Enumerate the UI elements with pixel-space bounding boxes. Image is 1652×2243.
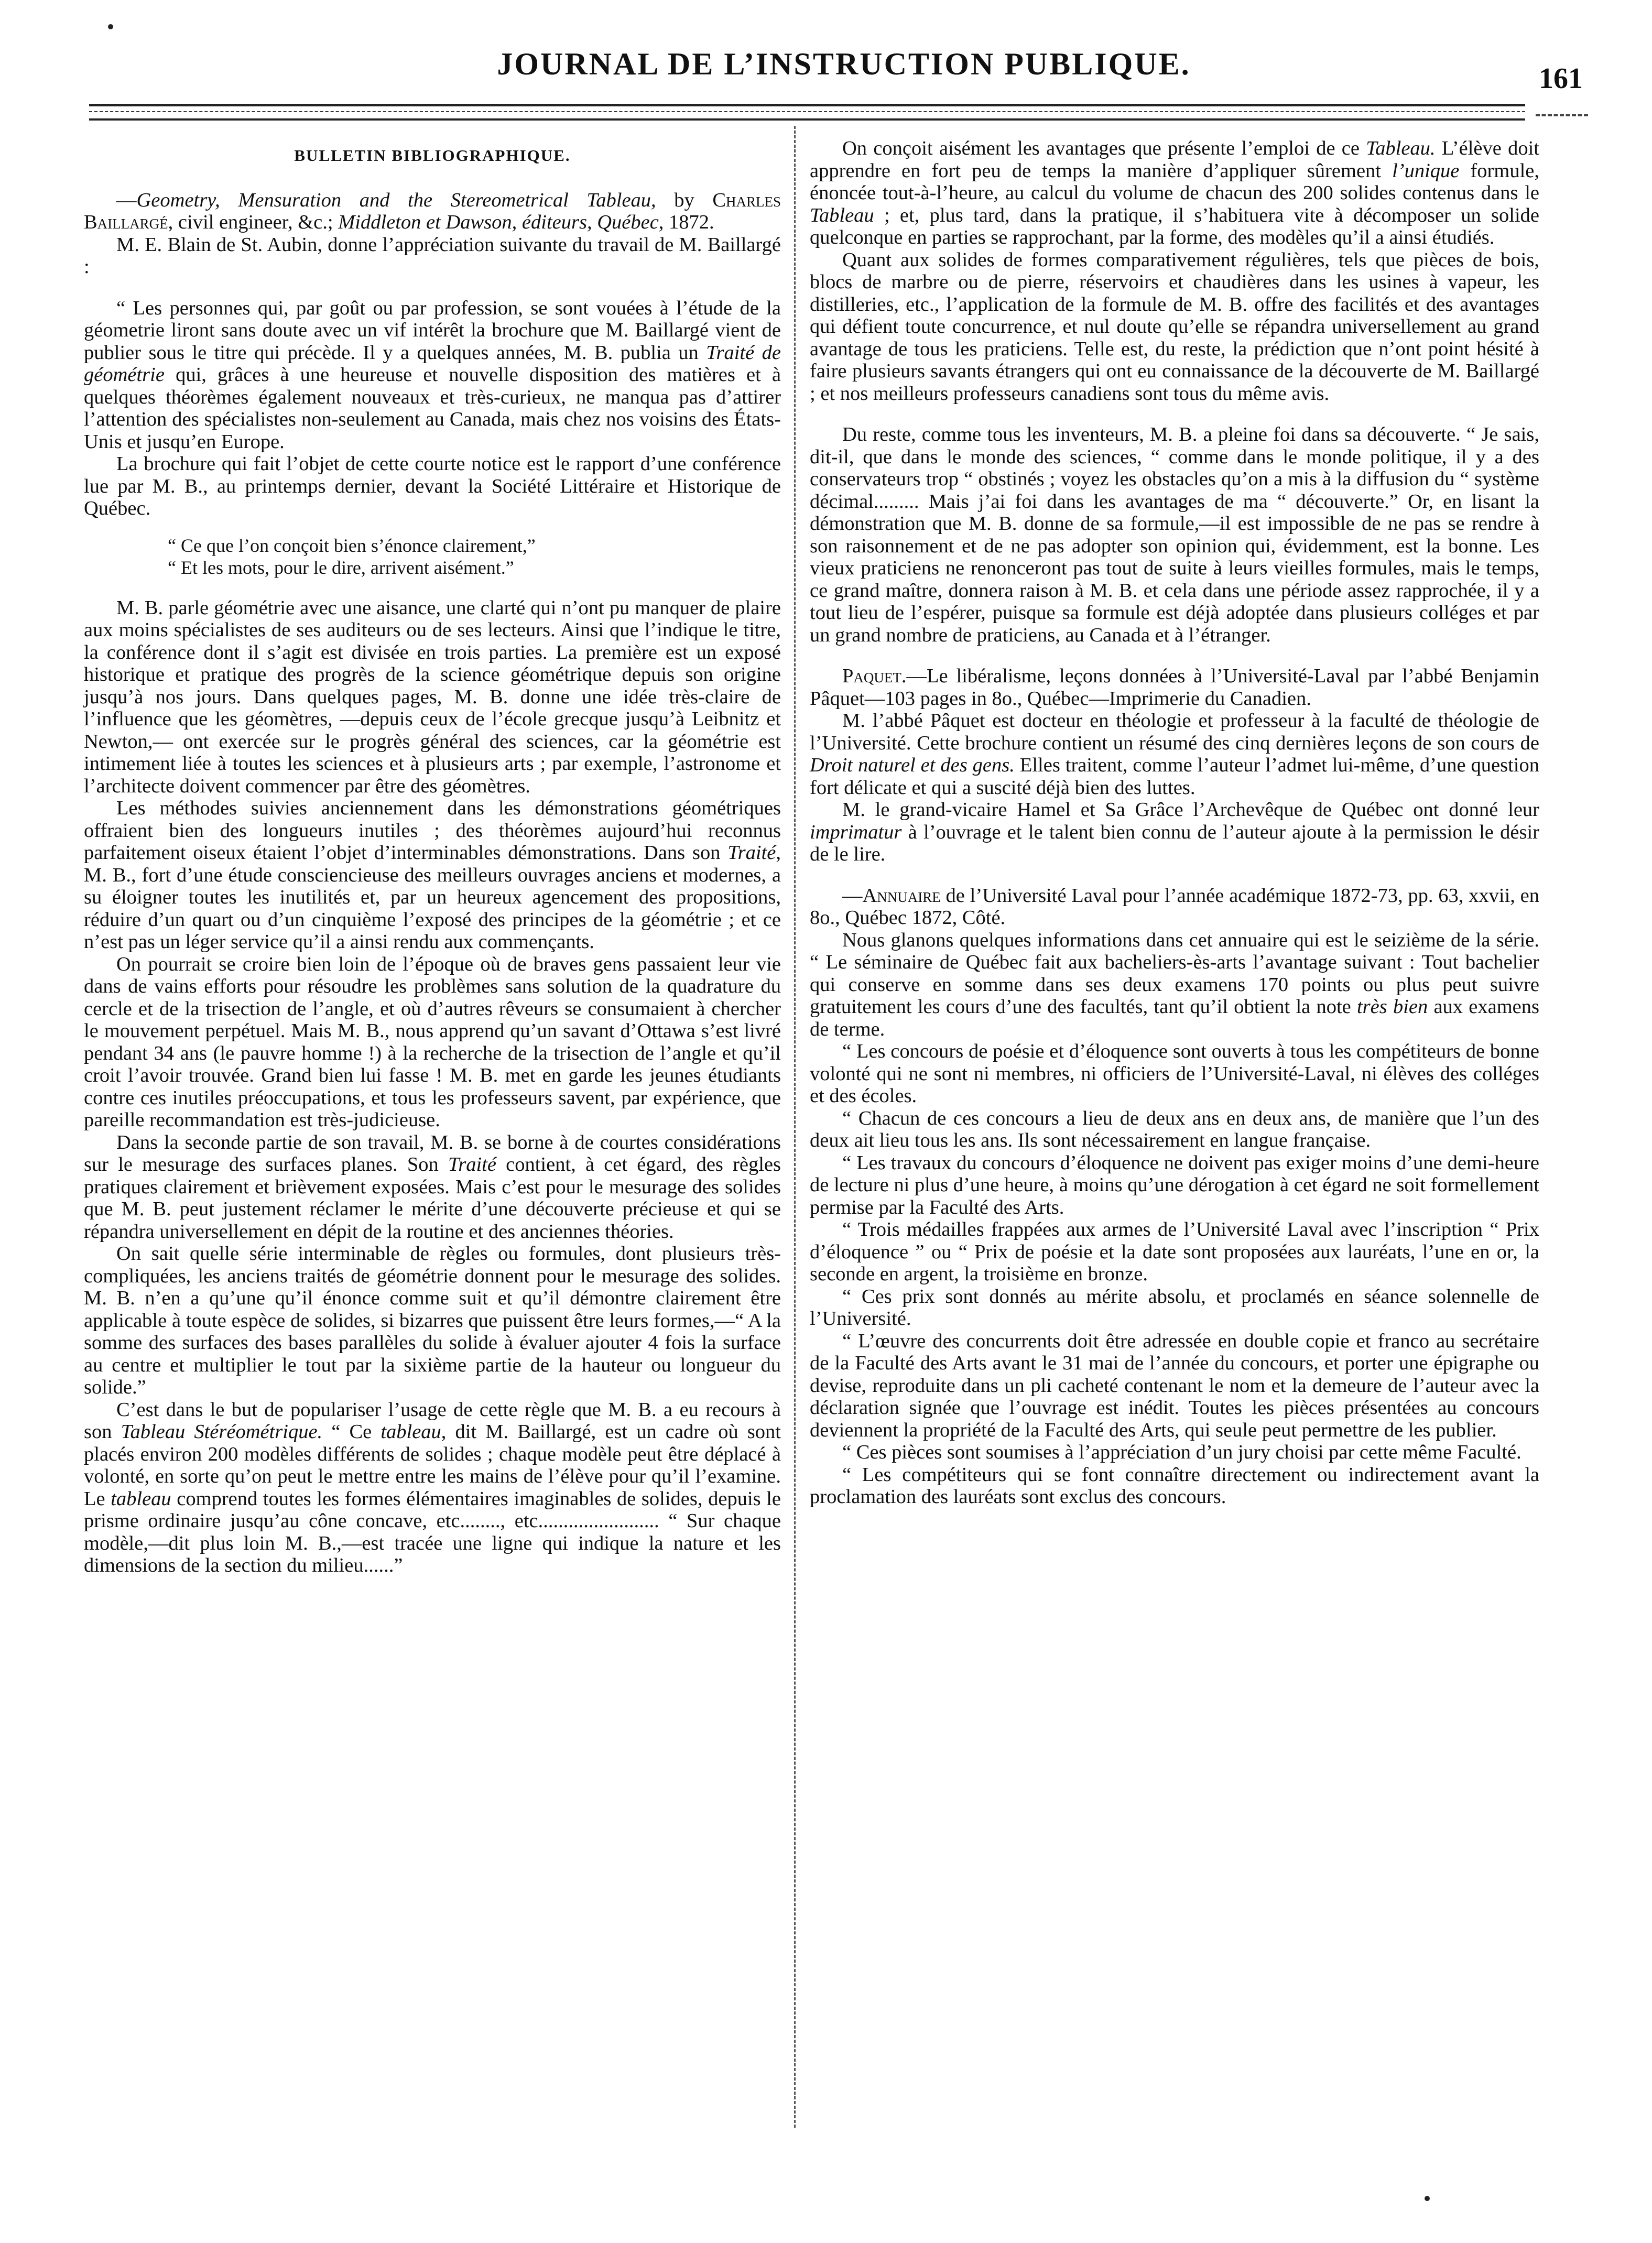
paragraph: “ Les personnes qui, par goût ou par profession, se sont vouées à l’étude de la géometrie liront sans doute avec un vif intérêt la brochure que M. Baillargé vient de publier sous le titre qui précède. Il y a quelques années, M. B. publia un Traité de géométrie qui, grâces à une heureuse et nouvelle disposition des matières et à quelques théorèmes également nouveaux et très-curieux, ne manqua pas d’attirer l’attention des spécialistes non-seulement au Canada, mais chez nos voisins des États-Unis et jusqu’en Europe. xyxy=(84,297,781,453)
left-column xyxy=(84,137,781,1577)
paragraph: Nous glanons quelques informations dans cet annuaire qui est le seizième de la série. “ Le séminaire de Québec fait aux bacheliers-ès-arts l’avantage suivant : Tout bachelier qui conserve en somme dans ses deux examens 170 points ou plus peut suivre gratuitement les cours d’une des facultés, tant qu’il obtient la note très bien aux examens de terme. xyxy=(810,929,1539,1040)
header-rule xyxy=(89,118,1525,121)
notice-title: Annuaire xyxy=(862,884,941,907)
page-number: 161 xyxy=(1539,62,1583,95)
verse-quote xyxy=(84,535,781,579)
paragraph: “ Trois médailles frappées aux armes de l’Université Laval avec l’inscription “ Prix d’éloquence ” ou “ Prix de poésie et la date sont proposées aux lauréats, l’une en or, la seconde en argent, la troisième en bronze. xyxy=(810,1218,1539,1285)
header-rule-fragment xyxy=(1536,114,1588,116)
running-title: JOURNAL DE L’INSTRUCTION PUBLIQUE. xyxy=(497,47,1191,81)
paragraph: Les méthodes suivies anciennement dans les démonstrations géométriques offraient bien des longueurs inutiles ; des théorèmes aujourd’hui reconnus parfaitement oiseux étaient l’objet d’interminables démonstrations. Dans son Traité, M. B., fort d’une étude consciencieuse des meilleurs ouvrages anciens et modernes, a su éloigner toutes les inutilités et, par un heureux agencement des propositions, réduire d’un quart ou d’un cinquième l’exposé des principes de la géométrie ; et ce n’est pas un léger service qu’il a ainsi rendu aux commençants. xyxy=(84,797,781,953)
right-column xyxy=(810,137,1539,1508)
paragraph: La brochure qui fait l’objet de cette courte notice est le rapport d’une conférence lue par M. B., au printemps dernier, devant la Société Littéraire et Historique de Québec. xyxy=(84,453,781,519)
print-speck xyxy=(1425,2196,1430,2201)
author-name: Charles Baillargé xyxy=(84,189,781,233)
paragraph: Dans la seconde partie de son travail, M. B. se borne à de courtes considérations sur le mesurage des surfaces planes. Son Traité contient, à cet égard, des règles pratiques clairement et brièvement exposées. Mais c’est pour le mesurage des solides que M. B. peut justement réclamer le mérite d’une découverte précieuse et qui se répandra universellement en dépit de la routine et des anciennes théories. xyxy=(84,1131,781,1243)
paragraph: C’est dans le but de populariser l’usage de cette règle que M. B. a eu recours à son Tableau Stéréométrique. “ Ce tableau, dit M. Baillargé, est un cadre où sont placés environ 200 modèles différents de solides ; chaque modèle peut être déplacé à volonté, en sorte qu’on peut le mettre entre les mains de l’élève pour qu’il l’examine. Le tableau comprend toutes les formes élémentaires imaginables de solides, depuis le prisme ordinaire jusqu’au cône concave, etc........, etc........................ “ Sur chaque modèle,—dit plus loin M. B.,—est tracée une ligne qui indique la nature et les dimensions de la section du milieu......” xyxy=(84,1398,781,1576)
paragraph: “ Chacun de ces concours a lieu de deux ans en deux ans, de manière que l’un des deux ait lieu tous les ans. Ils sont nécessairement en langue française. xyxy=(810,1107,1539,1151)
paragraph: On pourrait se croire bien loin de l’époque où de braves gens passaient leur vie dans de vains efforts pour résoudre les problèmes sans solution de la quadrature du cercle et de la trisection de l’angle, et où d’autres rêveurs se consumaient à chercher le mouvement perpétuel. Mais M. B., nous apprend qu’un savant d’Ottawa s’est livré pendant 34 ans (le pauvre homme !) à la recherche de la trisection de l’angle et qu’il croit l’avoir trouvée. Grand bien lui fasse ! M. B. met en garde les jeunes étudiants contre ces inutiles préoccupations, et tous les professeurs savent, par expérience, que pareille recommandation est très-judicieuse. xyxy=(84,953,781,1131)
paragraph: Quant aux solides de formes comparativement régulières, tels que pièces de bois, blocs de marbre ou de pierre, réservoirs et chaudières dans les usines à vapeur, les distilleries, etc., l’application de la formule de M. B. offre des facilités et des avantages qui défient toute concurrence, et nul doute qu’elle se répandra universellement au grand avantage de tous les praticiens. Telle est, du reste, la prédiction que n’ont point hésité à faire plusieurs savants étrangers qui ont eu connaissance de la découverte de M. Baillargé ; et nos meilleurs professeurs canadiens sont tous du même avis. xyxy=(810,248,1539,405)
book-notice-annuaire: —Annuaire de l’Université Laval pour l’année académique 1872-73, pp. 63, xxvii, en 8o., Québec 1872, Côté. xyxy=(810,884,1539,929)
book-citation: —Geometry, Mensuration and the Stereometrical Tableau, by Charles Baillargé, civil engineer, &c.; Middleton et Dawson, éditeurs, Québec, 1872. xyxy=(84,189,781,233)
book-notice-paquet: Paquet.—Le libéralisme, leçons données à l’Université-Laval par l’abbé Benjamin Pâquet—103 pages in 8o., Québec—Imprimerie du Canadien. xyxy=(810,665,1539,710)
paragraph: “ Les compétiteurs qui se font connaître directement ou indirectement avant la proclamation des lauréats sont exclus des concours. xyxy=(810,1463,1539,1508)
column-divider xyxy=(794,126,796,2128)
verse-line: “ Et les mots, pour le dire, arrivent aisément.” xyxy=(168,557,514,578)
publisher: Middleton et Dawson, éditeurs, Québec xyxy=(338,211,659,233)
notice-author: Paquet xyxy=(842,665,901,687)
paragraph: Du reste, comme tous les inventeurs, M. B. a pleine foi dans sa découverte. “ Je sais, dit-il, que dans le monde des sciences, “ comme dans le monde politique, il y a des conservateurs trop “ obstinés ; voyez les obstacles qu’on a mis à la diffusion du “ système décimal......... Mais j’ai foi dans les avantages de ma “ découverte.” Or, en lisant la démonstration que M. B. donne de sa formule,—il est impossible de ne pas se rendre à son raisonnement et de ne pas adopter son opinion qui, évidemment, est la bonne. Les vieux praticiens ne renonceront pas tout de suite à leurs vieilles formules, mais le temps, ce grand maître, donnera raison à M. B. et cela dans une période assez rapprochée, il y a tout lieu de l’espérer, puisque sa formule est déjà adoptée dans plusieurs colléges et par un grand nombre de praticiens, au Canada et à l’étranger. xyxy=(810,423,1539,646)
paragraph: M. B. parle géométrie avec une aisance, une clarté qui n’ont pu manquer de plaire aux moins spécialistes de ses auditeurs ou de ses lecteurs. Ainsi que l’indique le titre, la conférence dont il s’agit est divisée en trois parties. La première est un exposé historique et pratique des progrès de la science géométrique depuis son origine jusqu’à nos jours. Dans quelques pages, M. B. donne une idée très-claire de l’influence que les géomètres, —depuis ceux de l’école grecque jusqu’à Leibnitz et Newton,— ont exercée sur le progrès général des sciences, car la géométrie est intimement liée à toutes les sciences et à plusieurs arts ; par exemple, l’astronome et l’architecte doivent commencer par être des géomètres. xyxy=(84,596,781,797)
paragraph: M. le grand-vicaire Hamel et Sa Grâce l’Archevêque de Québec ont donné leur imprimatur à l’ouvrage et le talent bien connu de l’auteur ajoute à la permission le désir de le lire. xyxy=(810,799,1539,865)
paragraph: M. l’abbé Pâquet est docteur en théologie et professeur à la faculté de théologie de l’Université. Cette brochure contient un résumé des cinq dernières leçons de son cours de Droit naturel et des gens. Elles traitent, comme l’auteur l’admet lui-même, d’une question fort délicate et qui a suscité déjà bien des luttes. xyxy=(810,710,1539,799)
paragraph: “ Ces pièces sont soumises à l’appréciation d’un jury choisi par cette même Faculté. xyxy=(842,1441,1521,1463)
verse-line: “ Ce que l’on conçoit bien s’énonce clairement,” xyxy=(168,535,536,556)
paragraph: On conçoit aisément les avantages que présente l’emploi de ce Tableau. L’élève doit apprendre en fort peu de temps la manière d’appliquer sûrement l’unique formule, énoncée tout-à-l’heure, au calcul du volume de chacun des 200 solides contenus dans le Tableau ; et, plus tard, dans la pratique, il s’habituera vite à décomposer un solide quelconque en parties se rapprochant, par la forme, des modèles qu’il a ainsi étudiés. xyxy=(810,137,1539,248)
paragraph: M. E. Blain de St. Aubin, donne l’appréciation suivante du travail de M. Baillargé : xyxy=(84,233,781,278)
paragraph: “ L’œuvre des concurrents doit être adressée en double copie et franco au secrétaire de la Faculté des Arts avant le 31 mai de l’année du concours, et porter une épigraphe ou devise, reproduite dans un pli cacheté contenant le nom et la demeure de l’auteur avec la déclaration signée que l’ouvrage est inédit. Toutes les pièces présentées au concours deviennent la propriété de la Faculté des Arts, qui seule peut permettre de les publier. xyxy=(810,1330,1539,1441)
paragraph: “ Les concours de poésie et d’éloquence sont ouverts à tous les compétiteurs de bonne volonté qui ne sont ni membres, ni officiers de l’Université-Laval, ni élèves des colléges et des écoles. xyxy=(810,1040,1539,1107)
paragraph: “ Les travaux du concours d’éloquence ne doivent pas exiger moins d’une demi-heure de lecture ni plus d’une heure, à moins qu’une dérogation à cet égard ne soit formellement permise par la Faculté des Arts. xyxy=(810,1151,1539,1218)
paragraph: “ Ces prix sont donnés au mérite absolu, et proclamés en séance solennelle de l’Université. xyxy=(810,1285,1539,1330)
section-heading: BULLETIN BIBLIOGRAPHIQUE. xyxy=(294,146,571,165)
header-rule-dashed xyxy=(89,111,1525,112)
book-title: Geometry, Mensuration and the Stereometrical Tableau, xyxy=(136,189,656,211)
print-speck xyxy=(108,24,113,29)
paragraph: On sait quelle série interminable de règles ou formules, dont plusieurs très-compliquées, les anciens traités de géométrie donnent pour le mesurage des solides. M. B. n’en a qu’une qu’il énonce comme suit et qu’il démontre clairement être applicable à toute espèce de solides, si bizarres que puissent être leurs formes,—“ A la somme des surfaces des bases parallèles du solide à évaluer ajouter 4 fois la surface au centre et multiplier le tout par la sixième partie de la hauteur ou longueur du solide.” xyxy=(84,1243,781,1398)
header-rule xyxy=(89,104,1525,106)
